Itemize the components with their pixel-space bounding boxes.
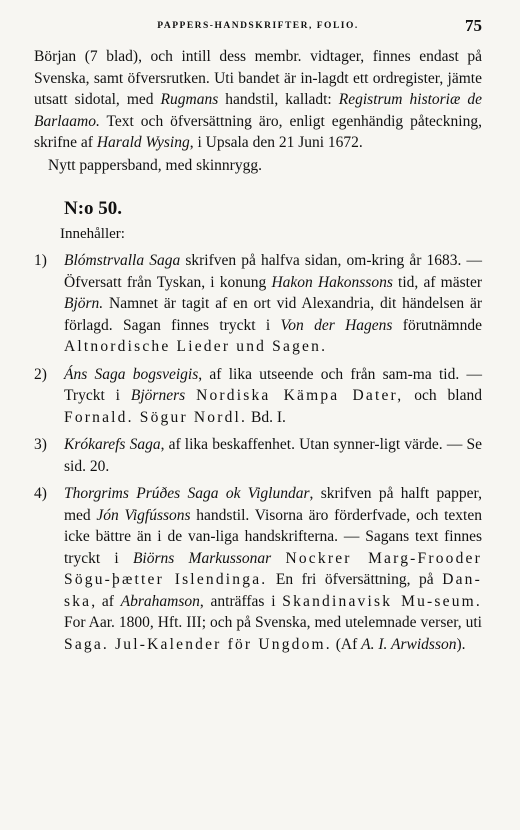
entry-text-part: For Aar. 1800, Hft. III; och på Svenska, med utelemnade verser, uti bbox=[64, 614, 482, 631]
entry-translator: Abrahamson bbox=[120, 592, 200, 610]
list-item bbox=[34, 250, 482, 358]
rugman-name: Rugmans bbox=[160, 91, 219, 108]
contents-label: Innehåller: bbox=[60, 226, 125, 242]
entry-text-part: Namnet är tagit af en ort vid Alexandria, dit händelsen är förlagd. Sagan finnes tryckt i bbox=[64, 295, 482, 334]
entry-text-part: Bd. I. bbox=[247, 408, 286, 426]
entry-title: Thorgrims Prúðes Saga ok Viglundar bbox=[64, 485, 310, 502]
entry-work-title: Nordiska Kämpa Dater, bbox=[196, 387, 404, 404]
entry-work-title: Skandinavisk Mu-seum. bbox=[282, 592, 483, 610]
list-item bbox=[34, 434, 482, 477]
entry-text-part: (Af bbox=[331, 635, 362, 653]
running-title: PAPPERS-HANDSKRIFTER, FOLIO. bbox=[157, 21, 359, 31]
entry-editor: Björners bbox=[130, 387, 186, 404]
entry-text-part bbox=[185, 387, 196, 404]
entry-text-part: tid, af mäster bbox=[392, 273, 482, 291]
entry-text-part: , af lika beskaffenhet. Utan synner-ligt värde. — Se sid. 20. bbox=[64, 436, 482, 475]
entry-text-part: förutnämnde bbox=[392, 316, 482, 334]
binding-note: Nytt pappersband, med skinnrygg. bbox=[48, 156, 262, 174]
entry-text bbox=[64, 434, 482, 477]
intro-text-3: Text och öfversättning äro, enligt egenhändig påteckning, skrifne af bbox=[34, 112, 482, 151]
entry-language: Dan-ska bbox=[64, 571, 482, 610]
entry-text-part bbox=[271, 550, 285, 567]
entry-work-title: Altnordische Lieder und Sagen. bbox=[64, 338, 328, 355]
entry-work-title: Saga. Jul-Kalender för Ungdom. bbox=[64, 635, 332, 653]
entry-text-part: , af lika utseende och från sam-ma tid. — Tryckt i bbox=[64, 365, 482, 404]
entry-text-part: handstil. Visorna äro förderfvade, och texten icke bättre än i de van-liga handskrifterna. — Sagans text finnes tryckt i bbox=[64, 506, 482, 567]
entry-text bbox=[64, 364, 482, 429]
entry-work-title: Nockrer Marg-Frooder Sögu-þætter Islendinga. bbox=[64, 549, 482, 588]
entry-title: Blómstrvalla Saga bbox=[64, 252, 181, 269]
entry-number: 4) bbox=[34, 485, 47, 502]
entry-author: Björn. bbox=[64, 295, 104, 312]
entry-text bbox=[64, 483, 482, 655]
registrum-title: Registrum historiæ de Barlaamo. bbox=[34, 91, 482, 130]
entry-text-part: , af bbox=[91, 592, 121, 610]
entry-text-part: skrifven på halfva sidan, om-kring år 1683. — Öfversatt från Tyskan, i konung bbox=[64, 252, 482, 291]
wysing-name: Harald Wysing bbox=[96, 134, 190, 151]
entry-title: Krókarefs Saga bbox=[64, 436, 161, 453]
intro-text-1: Början (7 blad), och intill dess membr. vidtager, finnes endast på Svenska, samt öfversrutken. Uti bandet är in-lagdt ett ordregister, jämte utsatt sidotal, med bbox=[34, 48, 482, 108]
running-header bbox=[34, 14, 482, 38]
intro-text-2: handstil, kalladt: bbox=[218, 91, 339, 108]
entry-scribe: Jón Vigfússons bbox=[96, 506, 191, 524]
entry-number: 2) bbox=[34, 365, 47, 383]
entry-text-part: , skrifven på halft papper, med bbox=[64, 485, 482, 524]
list-item bbox=[34, 483, 482, 655]
list-item bbox=[34, 364, 482, 429]
section-number: N:o 50. bbox=[64, 198, 123, 219]
entry-text bbox=[64, 250, 482, 358]
entry-work-title: Fornald. Sögur Nordl. bbox=[64, 408, 248, 426]
entry-king: Hakon Hakonssons bbox=[271, 273, 393, 291]
entry-text-part: , anträffas i bbox=[199, 592, 283, 610]
entry-editor: Von der Hagens bbox=[280, 316, 393, 334]
entry-text-part: En fri öfversättning, på bbox=[267, 571, 443, 588]
intro-paragraph bbox=[34, 46, 482, 154]
entry-title: Áns Saga bogsveigis bbox=[64, 365, 199, 383]
intro-text-4: , i Upsala den 21 Juni 1672. bbox=[189, 134, 363, 151]
entry-number: 3) bbox=[34, 436, 47, 453]
entry-text-part: ). bbox=[456, 635, 466, 653]
entry-text-part: och bland bbox=[403, 387, 482, 404]
entry-author: A. I. Arwidsson bbox=[361, 635, 457, 653]
page-number: 75 bbox=[465, 16, 482, 35]
entry-editor: Biörns Markussonar bbox=[132, 549, 272, 567]
entry-number: 1) bbox=[34, 252, 47, 269]
